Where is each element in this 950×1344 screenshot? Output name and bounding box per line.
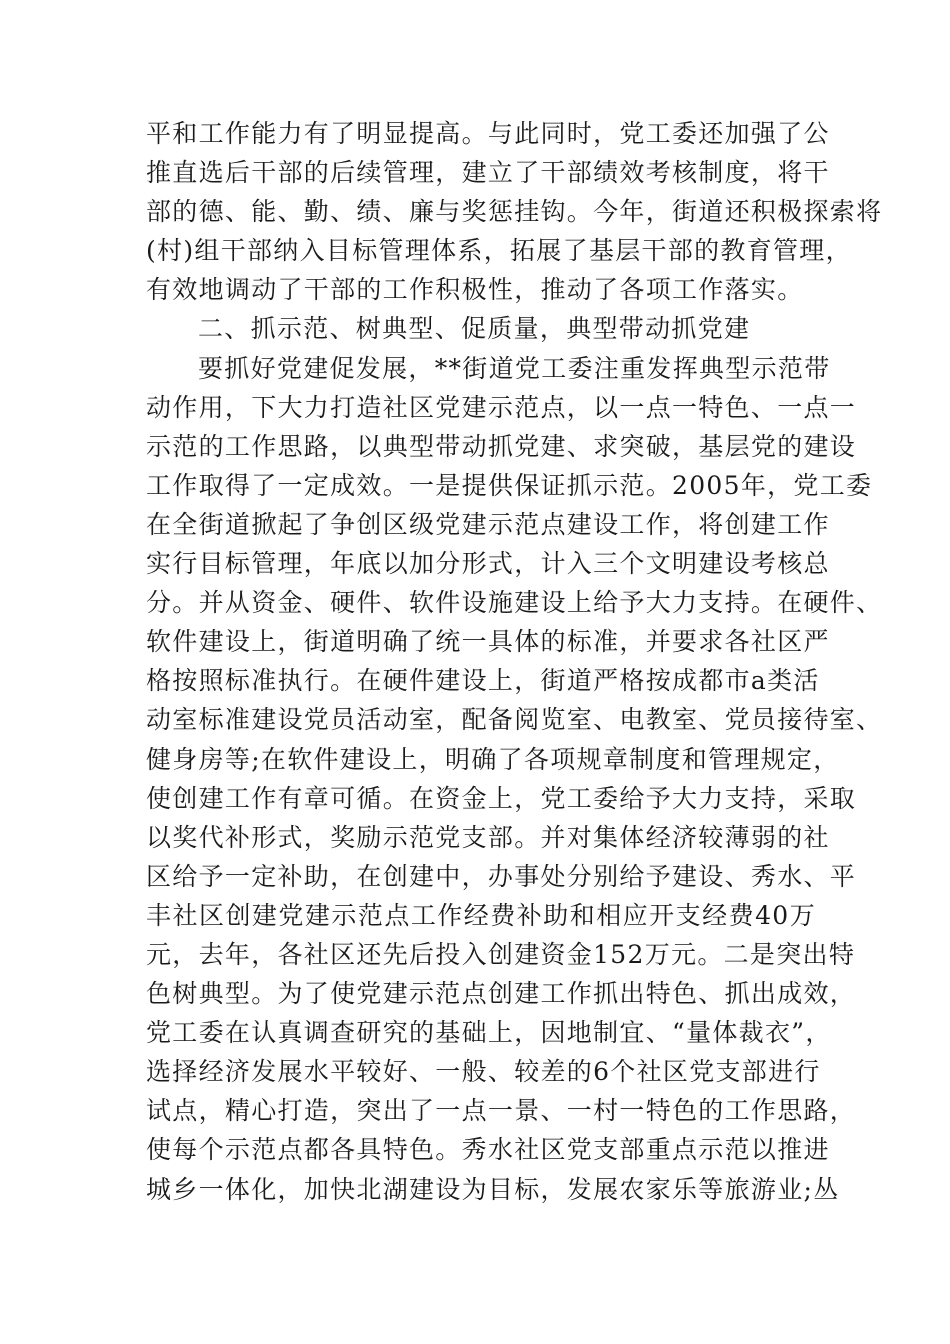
- text-line: 使每个示范点都各具特色。秀水社区党支部重点示范以推进: [146, 1135, 830, 1165]
- text-line: (村)组干部纳入目标管理体系，拓展了基层干部的教育管理，: [146, 236, 852, 266]
- text-line: 动作用，下大力打造社区党建示范点，以一点一特色、一点一: [146, 392, 857, 422]
- text-line: 选择经济发展水平较好、一般、较差的6个社区党支部进行: [146, 1057, 821, 1087]
- text-line: 城乡一体化，加快北湖建设为目标，发展农家乐等旅游业;丛: [146, 1174, 840, 1204]
- text-line: 示范的工作思路，以典型带动抓党建、求突破，基层党的建设: [146, 431, 857, 461]
- text-line: 工作取得了一定成效。一是提供保证抓示范。2005年，党工委: [146, 470, 873, 500]
- text-line: 要抓好党建促发展，**街道党工委注重发挥典型示范带: [198, 353, 831, 383]
- text-line: 丰社区创建党建示范点工作经费补助和相应开支经费40万: [146, 900, 816, 930]
- text-line: 有效地调动了干部的工作积极性，推动了各项工作落实。: [146, 275, 804, 305]
- text-line: 党工委在认真调查研究的基础上，因地制宜、“量体裁衣”，: [146, 1018, 832, 1048]
- text-line: 平和工作能力有了明显提高。与此同时，党工委还加强了公: [146, 119, 830, 148]
- text-line: 试点，精心打造，突出了一点一景、一村一特色的工作思路，: [146, 1096, 857, 1126]
- text-line: 格按照标准执行。在硬件建设上，街道严格按成都市a类活: [146, 666, 820, 696]
- text-line: 以奖代补形式，奖励示范党支部。并对集体经济较薄弱的社: [146, 822, 830, 852]
- text-line: 健身房等;在软件建设上，明确了各项规章制度和管理规定，: [146, 744, 840, 774]
- text-line: 在全街道掀起了争创区级党建示范点建设工作，将创建工作: [146, 509, 830, 539]
- text-line: 软件建设上，街道明确了统一具体的标准，并要求各社区严: [146, 627, 830, 657]
- text-line: 实行目标管理，年底以加分形式，计入三个文明建设考核总: [146, 549, 830, 579]
- text-line: 分。并从资金、硬件、软件设施建设上给予大力支持。在硬件、: [146, 588, 883, 618]
- text-line: 色树典型。为了使党建示范点创建工作抓出特色、抓出成效，: [146, 979, 857, 1009]
- body-text: [146, 114, 883, 1209]
- section-heading: 二、抓示范、树典型、促质量，典型带动抓党建: [198, 314, 751, 344]
- text-line: 区给予一定补助，在创建中，办事处分别给予建设、秀水、平: [146, 861, 857, 891]
- text-line: 使创建工作有章可循。在资金上，党工委给予大力支持，采取: [146, 783, 857, 813]
- text-line: 元，去年，各社区还先后投入创建资金152万元。二是突出特: [146, 939, 856, 969]
- text-line: 推直选后干部的后续管理，建立了干部绩效考核制度，将干: [146, 158, 830, 188]
- text-line: 部的德、能、勤、绩、廉与奖惩挂钩。今年，街道还积极探索将: [146, 197, 883, 227]
- text-line: 动室标准建设党员活动室，配备阅览室、电教室、党员接待室、: [146, 705, 883, 735]
